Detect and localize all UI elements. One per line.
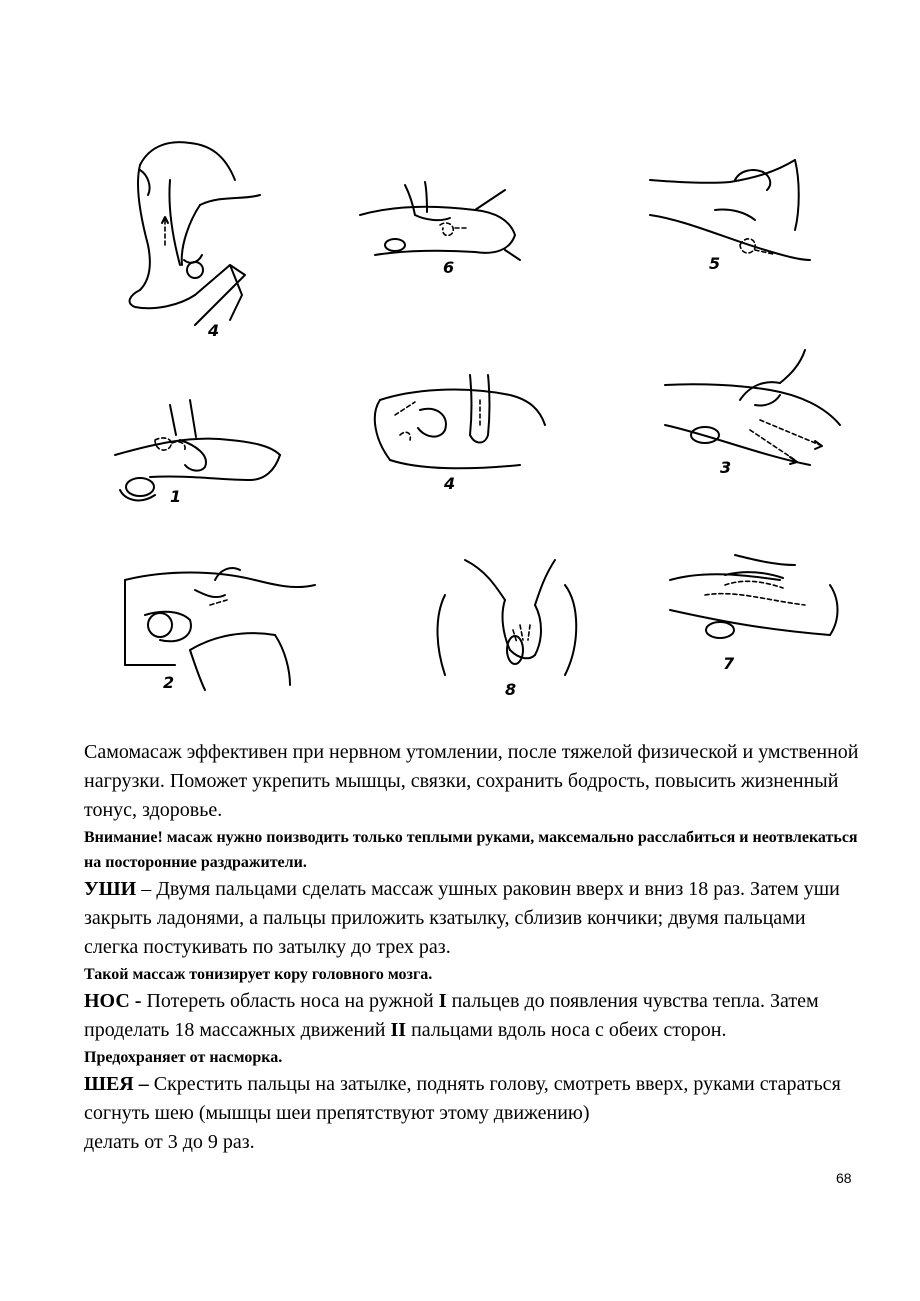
intro-paragraph: Самомасаж эффективен при нервном утомлении, после тяжелой физической и умственной нагрузки. Поможет укрепить мышцы, связки, сохранить бодрость, повысить жизненный тонус, здоровье. bbox=[84, 741, 859, 821]
figure-label-2: 2 bbox=[163, 673, 175, 692]
ears-body: – Двумя пальцами сделать массаж ушных раковин вверх и вниз 18 раз. Затем уши закрыть ладонями, а пальцы приложить кзатылку, сблизив кончики; двумя пальцами слегка постукивать по затылку до трех раз. bbox=[84, 878, 840, 958]
illustration-leg-massage bbox=[110, 125, 270, 345]
figure-label-3: 3 bbox=[720, 458, 732, 477]
neck-body: Скрестить пальцы на затылке, поднять голову, смотреть вверх, руками стараться согнуть шею (мышцы шеи препятствуют этому движению) bbox=[84, 1073, 841, 1124]
body-text bbox=[84, 738, 864, 1157]
neck-paragraph bbox=[84, 1070, 864, 1128]
nose-roman-1: I bbox=[438, 990, 447, 1012]
nose-body-2: пальцев до появления чувства тепла. Затем проделать 18 массажных движений bbox=[84, 990, 819, 1041]
nose-body-1: Потереть область носа на ружной bbox=[141, 990, 439, 1012]
neck-repetitions: делать от 3 до 9 раз. bbox=[84, 1131, 255, 1153]
figure-label-6: 6 bbox=[443, 258, 455, 277]
illustration-back-massage bbox=[360, 370, 550, 500]
ears-note: Такой массаж тонизирует кору головного мозга. bbox=[84, 966, 433, 983]
figure-label-5: 5 bbox=[709, 254, 721, 273]
figure-label-8: 8 bbox=[505, 680, 517, 699]
ears-heading: УШИ bbox=[84, 878, 137, 900]
page-number: 68 bbox=[836, 1170, 852, 1186]
nose-note: Предохраняет от насморка. bbox=[84, 1049, 283, 1066]
figure-label-4b: 4 bbox=[444, 474, 456, 493]
illustration-upper-arm-massage bbox=[110, 395, 290, 515]
figure-label-4a: 4 bbox=[208, 321, 220, 340]
illustration-forearm-stroking bbox=[665, 550, 845, 675]
nose-paragraph bbox=[84, 987, 864, 1045]
neck-heading: ШЕЯ – bbox=[84, 1073, 149, 1095]
illustration-forearm-massage bbox=[355, 180, 535, 280]
illustration-thigh-kneading bbox=[115, 555, 325, 695]
illustration-leg-stroking bbox=[660, 345, 845, 485]
illustration-thigh-rub bbox=[645, 150, 815, 275]
illustration-knee-massage bbox=[425, 555, 585, 700]
figure-label-7: 7 bbox=[723, 654, 735, 673]
warning-paragraph: Внимание! масаж нужно поизводить только теплыми руками, максемально расслабиться и неотвлекаться на посторонние раздражители. bbox=[84, 829, 858, 871]
nose-heading: НОС - bbox=[84, 990, 142, 1012]
nose-body-3: пальцами вдоль носа с обеих сторон. bbox=[406, 1019, 727, 1041]
nose-roman-2: II bbox=[390, 1019, 407, 1041]
ears-paragraph bbox=[84, 875, 864, 962]
figure-label-1: 1 bbox=[170, 487, 182, 506]
